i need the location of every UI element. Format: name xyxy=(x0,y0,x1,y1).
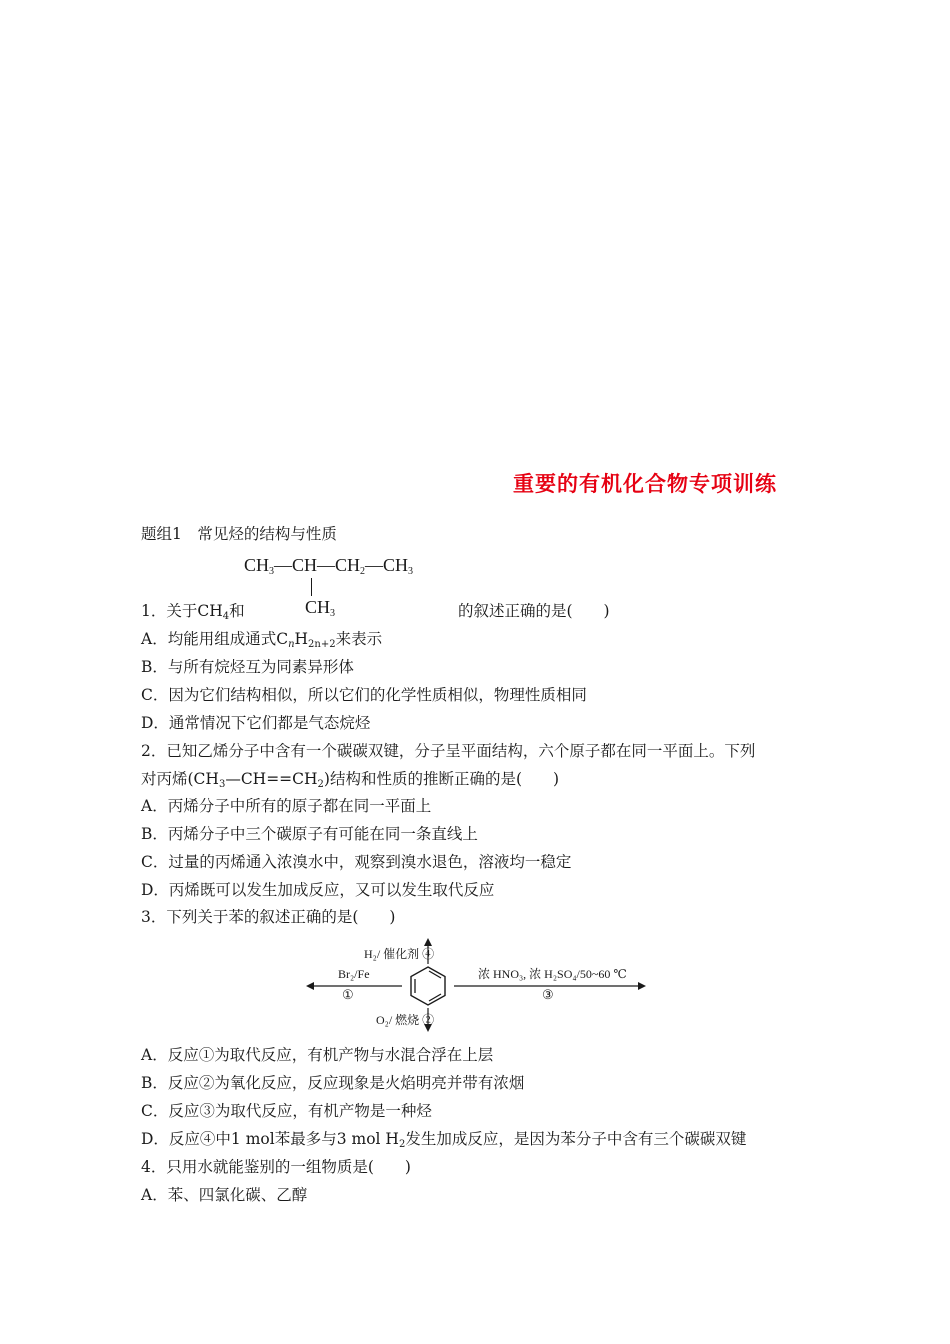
question-2-option-a: A．丙烯分子中所有的原子都在同一平面上 xyxy=(141,797,432,815)
question-2-stem-line1: 2．已知乙烯分子中含有一个碳碳双键，分子呈平面结构，六个原子都在同一平面上。下列 xyxy=(141,742,756,760)
branch-bond xyxy=(311,578,312,596)
benzene-ring xyxy=(411,967,445,1005)
question-1-stem-start: 1．关于$CH_4$和 xyxy=(141,602,245,622)
arrow-up-head xyxy=(424,938,432,946)
double-bond-2 xyxy=(429,994,441,1001)
question-3-option-a: A．反应①为取代反应，有机产物与水混合浮在上层 xyxy=(141,1046,494,1064)
question-2-option-c: C．过量的丙烯通入浓溴水中，观察到溴水退色，溶液均一稳定 xyxy=(141,853,572,871)
question-4-option-a: A．苯、四氯化碳、乙醇 xyxy=(141,1186,308,1204)
question-2-option-b: B．丙烯分子中三个碳原子有可能在同一条直线上 xyxy=(141,825,478,843)
question-1-option-d: D．通常情况下它们都是气态烷烃 xyxy=(141,714,371,732)
label-bottom: O₂/ 燃烧 ② xyxy=(376,1013,435,1027)
question-1-option-b: B．与所有烷烃互为同素异形体 xyxy=(141,658,354,676)
question-3-option-b: B．反应②为氧化反应，反应现象是火焰明亮并带有浓烟 xyxy=(141,1074,525,1092)
structural-formula-main-chain: $CH_3—CH—CH_2—CH_3$ xyxy=(244,555,414,577)
question-3-stem: 3．下列关于苯的叙述正确的是( ) xyxy=(141,908,396,926)
question-1-option-c: C．因为它们结构相似，所以它们的化学性质相似，物理性质相同 xyxy=(141,686,587,704)
arrow-left-head xyxy=(306,982,314,990)
question-2-stem-line2: 对丙烯$(CH_3—CH==CH_2)$结构和性质的推断正确的是( ) xyxy=(141,770,560,790)
question-3-option-d: D．反应④中1 mol苯最多与3 mol $H_2$发生加成反应，是因为苯分子中含有三个碳碳双键 xyxy=(141,1130,747,1150)
label-right-number: ③ xyxy=(542,987,554,1002)
question-2-option-d: D．丙烯既可以发生加成反应，又可以发生取代反应 xyxy=(141,881,495,899)
arrow-right-head xyxy=(638,982,646,990)
question-1-option-a: A．均能用组成通式$C_nH_{2n+2}$来表示 xyxy=(141,630,383,650)
label-top: H₂/ 催化剂 ④ xyxy=(364,947,435,961)
double-bond-1 xyxy=(429,971,441,978)
question-1-stem-end: 的叙述正确的是( ) xyxy=(458,602,610,620)
benzene-reaction-diagram xyxy=(300,938,650,1034)
page-title: 重要的有机化合物专项训练 xyxy=(513,472,777,496)
group-heading: 题组1 常见烃的结构与性质 xyxy=(141,525,337,543)
structural-formula-branch: $CH_3$ xyxy=(305,597,336,619)
question-3-option-c: C．反应③为取代反应，有机产物是一种烃 xyxy=(141,1102,432,1120)
label-right: 浓 HNO₃, 浓 H₂SO₄/50~60 ℃ xyxy=(478,967,627,981)
question-4-stem: 4．只用水就能鉴别的一组物质是( ) xyxy=(141,1158,411,1176)
label-left-number: ① xyxy=(342,987,354,1002)
label-left: Br₂/Fe xyxy=(338,967,370,981)
